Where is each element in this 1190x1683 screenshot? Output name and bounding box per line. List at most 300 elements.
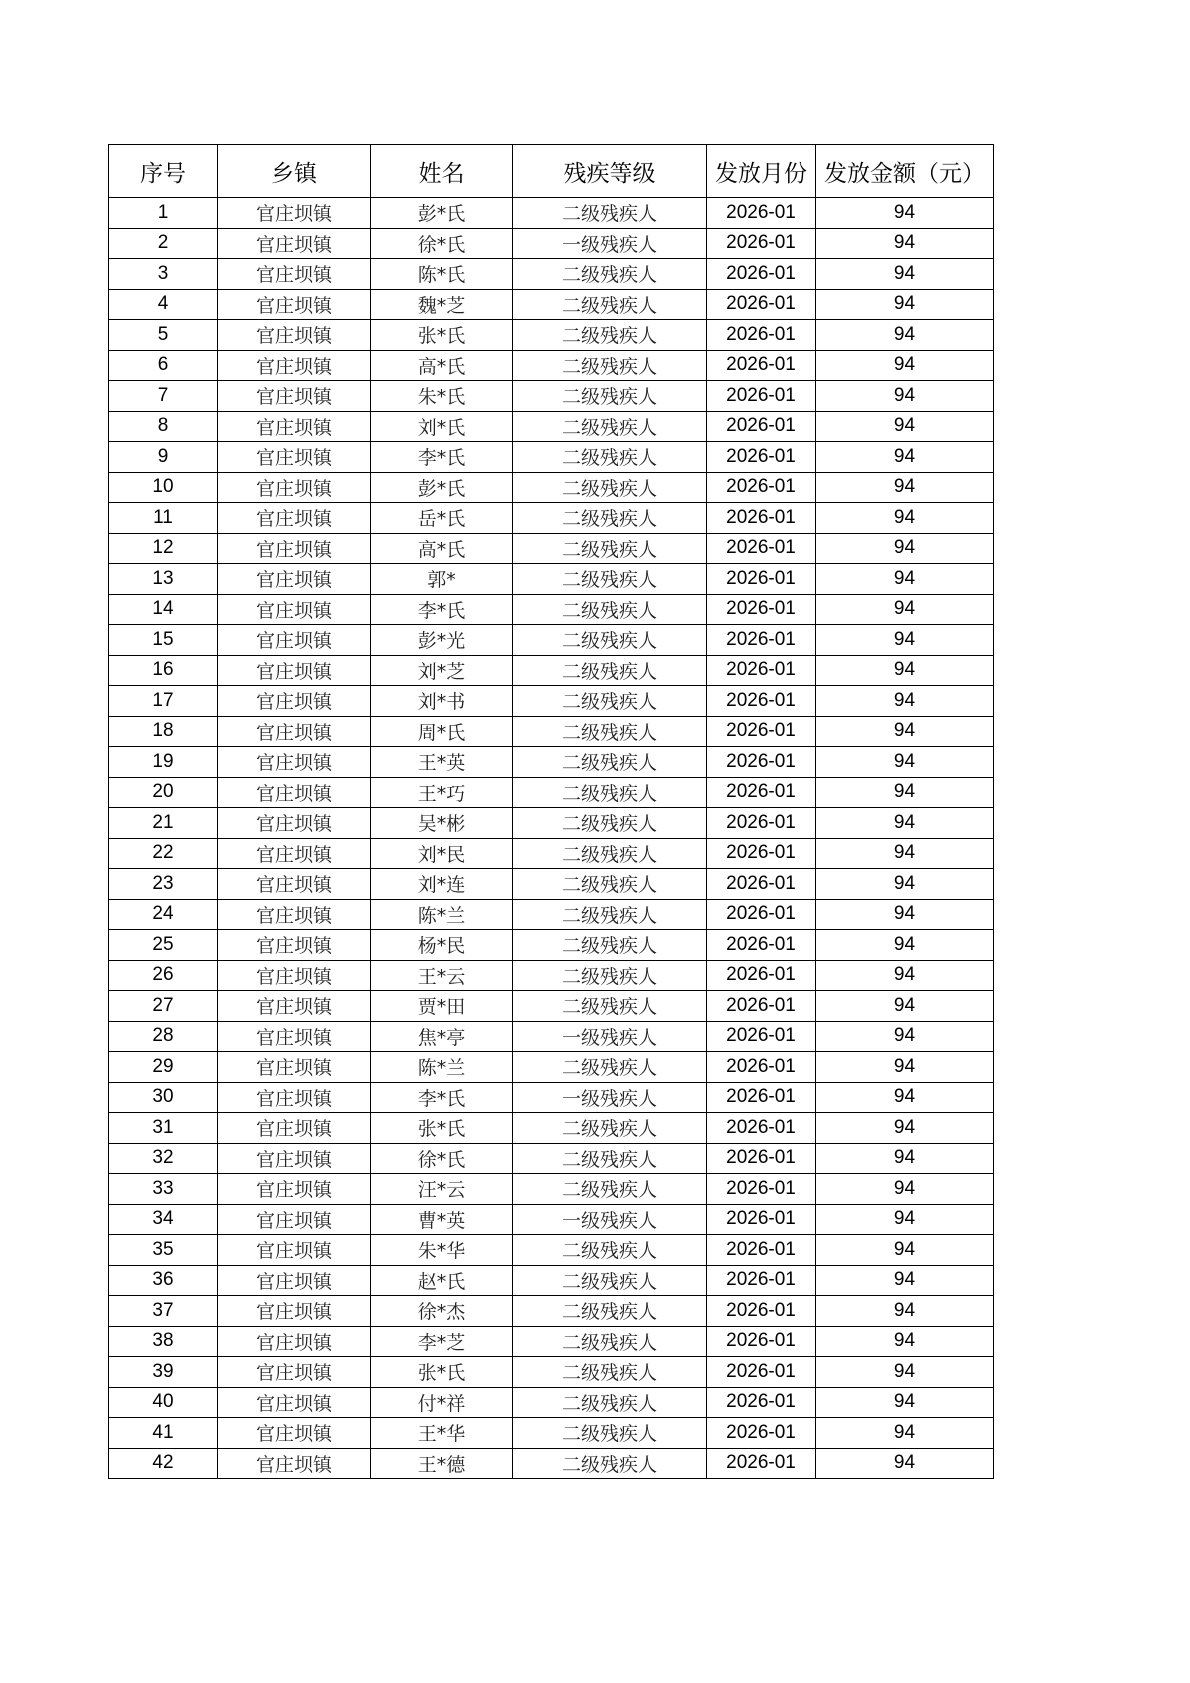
cell-amount: 94 — [816, 1326, 994, 1357]
table-row — [109, 594, 994, 625]
cell-index: 16 — [109, 655, 218, 686]
cell-month: 2026-01 — [707, 564, 816, 595]
header-town: 乡镇 — [218, 145, 371, 198]
table-row — [109, 1052, 994, 1083]
table-row — [109, 503, 994, 534]
table-row — [109, 472, 994, 503]
table-row — [109, 747, 994, 778]
cell-month: 2026-01 — [707, 716, 816, 747]
cell-month: 2026-01 — [707, 838, 816, 869]
cell-town: 官庄坝镇 — [218, 777, 371, 808]
cell-index: 2 — [109, 228, 218, 259]
cell-amount: 94 — [816, 869, 994, 900]
cell-amount: 94 — [816, 716, 994, 747]
cell-index: 17 — [109, 686, 218, 717]
cell-month: 2026-01 — [707, 869, 816, 900]
cell-index: 7 — [109, 381, 218, 412]
cell-town: 官庄坝镇 — [218, 930, 371, 961]
cell-level: 二级残疾人 — [513, 1448, 707, 1479]
table-row — [109, 655, 994, 686]
cell-level: 二级残疾人 — [513, 564, 707, 595]
cell-amount: 94 — [816, 960, 994, 991]
cell-month: 2026-01 — [707, 808, 816, 839]
cell-month: 2026-01 — [707, 1418, 816, 1449]
cell-amount: 94 — [816, 1418, 994, 1449]
cell-name: 王*德 — [371, 1448, 513, 1479]
cell-name: 刘*芝 — [371, 655, 513, 686]
cell-level: 二级残疾人 — [513, 533, 707, 564]
cell-index: 25 — [109, 930, 218, 961]
cell-level: 二级残疾人 — [513, 320, 707, 351]
cell-town: 官庄坝镇 — [218, 808, 371, 839]
table-body — [109, 198, 994, 1479]
cell-amount: 94 — [816, 930, 994, 961]
cell-index: 24 — [109, 899, 218, 930]
cell-index: 36 — [109, 1265, 218, 1296]
cell-index: 37 — [109, 1296, 218, 1327]
table-row — [109, 381, 994, 412]
cell-month: 2026-01 — [707, 1296, 816, 1327]
cell-amount: 94 — [816, 899, 994, 930]
cell-index: 34 — [109, 1204, 218, 1235]
cell-level: 二级残疾人 — [513, 472, 707, 503]
cell-town: 官庄坝镇 — [218, 655, 371, 686]
cell-index: 27 — [109, 991, 218, 1022]
cell-level: 二级残疾人 — [513, 503, 707, 534]
cell-level: 二级残疾人 — [513, 625, 707, 656]
table-row — [109, 625, 994, 656]
cell-name: 张*氏 — [371, 320, 513, 351]
table-row — [109, 686, 994, 717]
cell-index: 20 — [109, 777, 218, 808]
cell-town: 官庄坝镇 — [218, 1052, 371, 1083]
cell-town: 官庄坝镇 — [218, 1387, 371, 1418]
cell-index: 9 — [109, 442, 218, 473]
table-row — [109, 198, 994, 229]
cell-level: 二级残疾人 — [513, 716, 707, 747]
cell-level: 二级残疾人 — [513, 411, 707, 442]
table-row — [109, 777, 994, 808]
cell-town: 官庄坝镇 — [218, 472, 371, 503]
cell-amount: 94 — [816, 777, 994, 808]
cell-index: 10 — [109, 472, 218, 503]
cell-amount: 94 — [816, 1174, 994, 1205]
cell-amount: 94 — [816, 442, 994, 473]
cell-index: 21 — [109, 808, 218, 839]
cell-level: 二级残疾人 — [513, 1357, 707, 1388]
cell-town: 官庄坝镇 — [218, 899, 371, 930]
cell-name: 王*巧 — [371, 777, 513, 808]
cell-amount: 94 — [816, 1387, 994, 1418]
cell-name: 刘*氏 — [371, 411, 513, 442]
cell-level: 二级残疾人 — [513, 747, 707, 778]
cell-name: 吴*彬 — [371, 808, 513, 839]
cell-name: 汪*云 — [371, 1174, 513, 1205]
table-row — [109, 991, 994, 1022]
table-row — [109, 1113, 994, 1144]
cell-level: 二级残疾人 — [513, 686, 707, 717]
cell-month: 2026-01 — [707, 411, 816, 442]
cell-name: 陈*兰 — [371, 1052, 513, 1083]
header-month: 发放月份 — [707, 145, 816, 198]
cell-amount: 94 — [816, 259, 994, 290]
table-row — [109, 1204, 994, 1235]
cell-amount: 94 — [816, 1143, 994, 1174]
cell-index: 33 — [109, 1174, 218, 1205]
cell-town: 官庄坝镇 — [218, 533, 371, 564]
cell-amount: 94 — [816, 533, 994, 564]
cell-town: 官庄坝镇 — [218, 625, 371, 656]
cell-level: 二级残疾人 — [513, 1143, 707, 1174]
table-row — [109, 1387, 994, 1418]
cell-name: 郭* — [371, 564, 513, 595]
cell-name: 岳*氏 — [371, 503, 513, 534]
cell-index: 41 — [109, 1418, 218, 1449]
cell-month: 2026-01 — [707, 747, 816, 778]
table-row — [109, 930, 994, 961]
cell-name: 高*氏 — [371, 533, 513, 564]
cell-month: 2026-01 — [707, 960, 816, 991]
table-row — [109, 838, 994, 869]
cell-index: 1 — [109, 198, 218, 229]
table-row — [109, 1357, 994, 1388]
cell-name: 付*祥 — [371, 1387, 513, 1418]
cell-month: 2026-01 — [707, 625, 816, 656]
cell-index: 39 — [109, 1357, 218, 1388]
cell-name: 陈*兰 — [371, 899, 513, 930]
cell-index: 4 — [109, 289, 218, 320]
table-row — [109, 1265, 994, 1296]
roster-sheet — [108, 144, 994, 1479]
cell-level: 二级残疾人 — [513, 381, 707, 412]
cell-name: 徐*氏 — [371, 1143, 513, 1174]
cell-town: 官庄坝镇 — [218, 442, 371, 473]
table-row — [109, 899, 994, 930]
cell-name: 朱*氏 — [371, 381, 513, 412]
cell-level: 一级残疾人 — [513, 228, 707, 259]
cell-amount: 94 — [816, 472, 994, 503]
cell-month: 2026-01 — [707, 1082, 816, 1113]
cell-month: 2026-01 — [707, 228, 816, 259]
cell-month: 2026-01 — [707, 259, 816, 290]
cell-level: 二级残疾人 — [513, 1418, 707, 1449]
cell-town: 官庄坝镇 — [218, 228, 371, 259]
cell-month: 2026-01 — [707, 381, 816, 412]
cell-month: 2026-01 — [707, 1265, 816, 1296]
cell-name: 徐*氏 — [371, 228, 513, 259]
cell-amount: 94 — [816, 838, 994, 869]
header-amount: 发放金额（元） — [816, 145, 994, 198]
cell-index: 18 — [109, 716, 218, 747]
cell-month: 2026-01 — [707, 594, 816, 625]
cell-town: 官庄坝镇 — [218, 1418, 371, 1449]
cell-level: 一级残疾人 — [513, 1204, 707, 1235]
cell-amount: 94 — [816, 411, 994, 442]
cell-name: 刘*连 — [371, 869, 513, 900]
cell-name: 高*氏 — [371, 350, 513, 381]
cell-index: 42 — [109, 1448, 218, 1479]
cell-month: 2026-01 — [707, 320, 816, 351]
table-row — [109, 1326, 994, 1357]
cell-amount: 94 — [816, 198, 994, 229]
cell-amount: 94 — [816, 747, 994, 778]
cell-level: 一级残疾人 — [513, 1021, 707, 1052]
cell-amount: 94 — [816, 594, 994, 625]
table-row — [109, 869, 994, 900]
cell-month: 2026-01 — [707, 1357, 816, 1388]
cell-amount: 94 — [816, 503, 994, 534]
cell-level: 二级残疾人 — [513, 777, 707, 808]
header-index: 序号 — [109, 145, 218, 198]
cell-month: 2026-01 — [707, 899, 816, 930]
cell-index: 13 — [109, 564, 218, 595]
cell-amount: 94 — [816, 320, 994, 351]
cell-level: 二级残疾人 — [513, 1326, 707, 1357]
cell-level: 二级残疾人 — [513, 899, 707, 930]
cell-level: 一级残疾人 — [513, 1082, 707, 1113]
cell-name: 张*氏 — [371, 1113, 513, 1144]
cell-name: 张*氏 — [371, 1357, 513, 1388]
cell-town: 官庄坝镇 — [218, 716, 371, 747]
cell-town: 官庄坝镇 — [218, 564, 371, 595]
cell-town: 官庄坝镇 — [218, 1021, 371, 1052]
table-row — [109, 1448, 994, 1479]
cell-town: 官庄坝镇 — [218, 350, 371, 381]
cell-month: 2026-01 — [707, 350, 816, 381]
cell-name: 焦*亭 — [371, 1021, 513, 1052]
cell-name: 刘*书 — [371, 686, 513, 717]
table-row — [109, 564, 994, 595]
cell-town: 官庄坝镇 — [218, 289, 371, 320]
cell-level: 二级残疾人 — [513, 1174, 707, 1205]
cell-name: 王*英 — [371, 747, 513, 778]
cell-level: 二级残疾人 — [513, 838, 707, 869]
table-row — [109, 289, 994, 320]
cell-name: 王*云 — [371, 960, 513, 991]
cell-town: 官庄坝镇 — [218, 411, 371, 442]
table-row — [109, 228, 994, 259]
table-row — [109, 1418, 994, 1449]
cell-month: 2026-01 — [707, 503, 816, 534]
table-header — [109, 145, 994, 198]
cell-level: 二级残疾人 — [513, 869, 707, 900]
cell-index: 6 — [109, 350, 218, 381]
cell-level: 二级残疾人 — [513, 198, 707, 229]
cell-month: 2026-01 — [707, 1052, 816, 1083]
cell-month: 2026-01 — [707, 655, 816, 686]
table-row — [109, 1296, 994, 1327]
cell-town: 官庄坝镇 — [218, 869, 371, 900]
cell-amount: 94 — [816, 228, 994, 259]
cell-name: 刘*民 — [371, 838, 513, 869]
cell-level: 二级残疾人 — [513, 1113, 707, 1144]
cell-amount: 94 — [816, 808, 994, 839]
cell-name: 徐*杰 — [371, 1296, 513, 1327]
cell-amount: 94 — [816, 1296, 994, 1327]
cell-town: 官庄坝镇 — [218, 1235, 371, 1266]
table-row — [109, 350, 994, 381]
cell-town: 官庄坝镇 — [218, 320, 371, 351]
cell-index: 30 — [109, 1082, 218, 1113]
cell-amount: 94 — [816, 1052, 994, 1083]
cell-name: 李*氏 — [371, 442, 513, 473]
cell-amount: 94 — [816, 1204, 994, 1235]
cell-town: 官庄坝镇 — [218, 1143, 371, 1174]
cell-level: 二级残疾人 — [513, 655, 707, 686]
cell-index: 26 — [109, 960, 218, 991]
cell-amount: 94 — [816, 1235, 994, 1266]
cell-amount: 94 — [816, 655, 994, 686]
cell-name: 贾*田 — [371, 991, 513, 1022]
cell-index: 29 — [109, 1052, 218, 1083]
cell-index: 5 — [109, 320, 218, 351]
cell-town: 官庄坝镇 — [218, 1204, 371, 1235]
cell-amount: 94 — [816, 991, 994, 1022]
cell-month: 2026-01 — [707, 1174, 816, 1205]
cell-town: 官庄坝镇 — [218, 503, 371, 534]
table-row — [109, 808, 994, 839]
cell-town: 官庄坝镇 — [218, 991, 371, 1022]
cell-month: 2026-01 — [707, 472, 816, 503]
cell-index: 22 — [109, 838, 218, 869]
cell-index: 38 — [109, 1326, 218, 1357]
cell-town: 官庄坝镇 — [218, 747, 371, 778]
cell-index: 32 — [109, 1143, 218, 1174]
cell-amount: 94 — [816, 1448, 994, 1479]
cell-name: 赵*氏 — [371, 1265, 513, 1296]
cell-index: 40 — [109, 1387, 218, 1418]
cell-town: 官庄坝镇 — [218, 381, 371, 412]
cell-index: 31 — [109, 1113, 218, 1144]
cell-level: 二级残疾人 — [513, 808, 707, 839]
cell-name: 王*华 — [371, 1418, 513, 1449]
cell-town: 官庄坝镇 — [218, 594, 371, 625]
cell-town: 官庄坝镇 — [218, 1326, 371, 1357]
cell-month: 2026-01 — [707, 1235, 816, 1266]
cell-index: 12 — [109, 533, 218, 564]
cell-level: 二级残疾人 — [513, 289, 707, 320]
cell-month: 2026-01 — [707, 533, 816, 564]
cell-name: 李*氏 — [371, 594, 513, 625]
cell-town: 官庄坝镇 — [218, 1174, 371, 1205]
cell-town: 官庄坝镇 — [218, 1082, 371, 1113]
cell-name: 彭*氏 — [371, 198, 513, 229]
table-row — [109, 960, 994, 991]
cell-level: 二级残疾人 — [513, 594, 707, 625]
cell-month: 2026-01 — [707, 1021, 816, 1052]
cell-town: 官庄坝镇 — [218, 1448, 371, 1479]
cell-amount: 94 — [816, 381, 994, 412]
cell-level: 二级残疾人 — [513, 1265, 707, 1296]
cell-level: 二级残疾人 — [513, 960, 707, 991]
cell-month: 2026-01 — [707, 1448, 816, 1479]
table-row — [109, 320, 994, 351]
cell-name: 杨*民 — [371, 930, 513, 961]
subsidy-table — [108, 144, 994, 1479]
cell-name: 李*芝 — [371, 1326, 513, 1357]
cell-index: 35 — [109, 1235, 218, 1266]
cell-month: 2026-01 — [707, 289, 816, 320]
table-row — [109, 1143, 994, 1174]
header-level: 残疾等级 — [513, 145, 707, 198]
cell-level: 二级残疾人 — [513, 1387, 707, 1418]
cell-level: 二级残疾人 — [513, 991, 707, 1022]
cell-amount: 94 — [816, 350, 994, 381]
table-row — [109, 411, 994, 442]
cell-amount: 94 — [816, 1082, 994, 1113]
cell-month: 2026-01 — [707, 198, 816, 229]
cell-amount: 94 — [816, 1113, 994, 1144]
cell-town: 官庄坝镇 — [218, 1113, 371, 1144]
cell-town: 官庄坝镇 — [218, 198, 371, 229]
cell-month: 2026-01 — [707, 991, 816, 1022]
cell-amount: 94 — [816, 686, 994, 717]
cell-index: 15 — [109, 625, 218, 656]
table-row — [109, 259, 994, 290]
cell-town: 官庄坝镇 — [218, 838, 371, 869]
table-row — [109, 1082, 994, 1113]
cell-index: 3 — [109, 259, 218, 290]
cell-amount: 94 — [816, 1357, 994, 1388]
cell-town: 官庄坝镇 — [218, 686, 371, 717]
cell-month: 2026-01 — [707, 930, 816, 961]
cell-index: 28 — [109, 1021, 218, 1052]
cell-amount: 94 — [816, 564, 994, 595]
cell-name: 朱*华 — [371, 1235, 513, 1266]
cell-month: 2026-01 — [707, 1113, 816, 1144]
table-row — [109, 1235, 994, 1266]
cell-name: 彭*氏 — [371, 472, 513, 503]
table-row — [109, 1021, 994, 1052]
cell-level: 二级残疾人 — [513, 1296, 707, 1327]
cell-name: 彭*光 — [371, 625, 513, 656]
cell-month: 2026-01 — [707, 1387, 816, 1418]
cell-town: 官庄坝镇 — [218, 960, 371, 991]
cell-month: 2026-01 — [707, 442, 816, 473]
cell-name: 周*氏 — [371, 716, 513, 747]
cell-town: 官庄坝镇 — [218, 1357, 371, 1388]
cell-amount: 94 — [816, 289, 994, 320]
cell-name: 李*氏 — [371, 1082, 513, 1113]
cell-index: 11 — [109, 503, 218, 534]
cell-month: 2026-01 — [707, 1326, 816, 1357]
cell-town: 官庄坝镇 — [218, 1296, 371, 1327]
table-row — [109, 1174, 994, 1205]
cell-index: 8 — [109, 411, 218, 442]
table-row — [109, 716, 994, 747]
cell-month: 2026-01 — [707, 1143, 816, 1174]
cell-amount: 94 — [816, 625, 994, 656]
cell-name: 魏*芝 — [371, 289, 513, 320]
cell-amount: 94 — [816, 1021, 994, 1052]
header-row — [109, 145, 994, 198]
cell-town: 官庄坝镇 — [218, 1265, 371, 1296]
cell-level: 二级残疾人 — [513, 1235, 707, 1266]
cell-level: 二级残疾人 — [513, 1052, 707, 1083]
cell-month: 2026-01 — [707, 777, 816, 808]
cell-month: 2026-01 — [707, 1204, 816, 1235]
cell-level: 二级残疾人 — [513, 442, 707, 473]
cell-level: 二级残疾人 — [513, 350, 707, 381]
cell-index: 23 — [109, 869, 218, 900]
cell-index: 14 — [109, 594, 218, 625]
cell-level: 二级残疾人 — [513, 930, 707, 961]
cell-name: 陈*氏 — [371, 259, 513, 290]
table-row — [109, 442, 994, 473]
table-row — [109, 533, 994, 564]
header-name: 姓名 — [371, 145, 513, 198]
cell-month: 2026-01 — [707, 686, 816, 717]
